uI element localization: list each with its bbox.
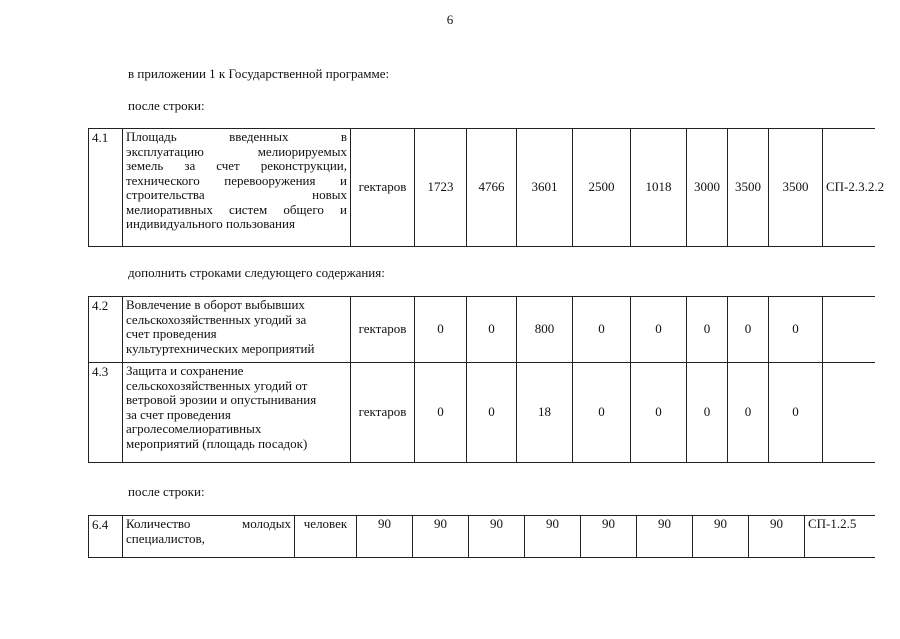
value-cell: 90 bbox=[413, 516, 469, 558]
value-cell: 1018 bbox=[631, 129, 687, 247]
value-cell: 0 bbox=[687, 363, 728, 463]
value-cell: 18 bbox=[517, 363, 573, 463]
description-line: эксплуатацию мелиорируемых bbox=[126, 143, 347, 159]
description-line: мелиоративных систем общего и bbox=[126, 201, 347, 217]
value-cell: 0 bbox=[631, 297, 687, 363]
description-line: за счет проведения bbox=[126, 406, 231, 422]
paragraph-after-row-2: после строки: bbox=[128, 484, 205, 499]
value-cell: 1723 bbox=[415, 129, 467, 247]
value-cell: 0 bbox=[728, 297, 769, 363]
value-cell: 90 bbox=[693, 516, 749, 558]
value-cell: 0 bbox=[415, 363, 467, 463]
description-line: Вовлечение в оборот выбывших bbox=[126, 297, 305, 312]
value-cell: 90 bbox=[357, 516, 413, 558]
value-cell: 4766 bbox=[467, 129, 517, 247]
value-cell: 0 bbox=[415, 297, 467, 363]
value-cell: 0 bbox=[631, 363, 687, 463]
description-line: мероприятий (площадь посадок) bbox=[126, 435, 308, 451]
value-cell: 0 bbox=[467, 363, 517, 463]
code-cell bbox=[823, 363, 875, 463]
value-cell: 800 bbox=[517, 297, 573, 363]
paragraph-appendix-intro: в приложении 1 к Государственной программе: bbox=[128, 66, 390, 81]
description-line: культуртехнических мероприятий bbox=[126, 340, 315, 356]
table-row bbox=[89, 363, 875, 463]
row-description bbox=[123, 297, 351, 363]
description-line: земель за счет реконструкции, bbox=[126, 158, 347, 173]
unit-cell: гектаров bbox=[351, 129, 415, 247]
paragraph-add-rows: дополнить строками следующего содержания: bbox=[128, 265, 385, 280]
value-cell: 0 bbox=[573, 363, 631, 463]
description-line: технического перевооружения и bbox=[126, 172, 347, 188]
row-number: 4.1 bbox=[89, 129, 123, 247]
row-number: 4.3 bbox=[89, 363, 123, 463]
table-row-6-4 bbox=[88, 515, 875, 558]
table-rows-4-2-4-3 bbox=[88, 296, 875, 463]
description-line: счет проведения bbox=[126, 326, 217, 341]
unit-cell: гектаров bbox=[351, 363, 415, 463]
value-cell: 90 bbox=[525, 516, 581, 558]
row-description bbox=[123, 516, 295, 558]
table-row-4-1 bbox=[88, 128, 885, 247]
value-cell: 3500 bbox=[728, 129, 769, 247]
value-cell: 0 bbox=[687, 297, 728, 363]
value-cell: 0 bbox=[573, 297, 631, 363]
description-line: сельскохозяйственных угодий от bbox=[126, 377, 308, 393]
description-line: ветровой эрозии и опустынивания bbox=[126, 392, 317, 407]
paragraph-after-row-1: после строки: bbox=[128, 98, 205, 113]
table-row bbox=[89, 129, 875, 247]
unit-cell: гектаров bbox=[351, 297, 415, 363]
value-cell: 90 bbox=[637, 516, 693, 558]
value-cell: 2500 bbox=[573, 129, 631, 247]
value-cell: 3000 bbox=[687, 129, 728, 247]
value-cell: 90 bbox=[749, 516, 805, 558]
description-line: Площадь введенных в bbox=[126, 129, 347, 144]
code-cell: СП-2.3.2.2 bbox=[823, 129, 875, 247]
value-cell: 90 bbox=[581, 516, 637, 558]
value-cell: 3500 bbox=[769, 129, 823, 247]
row-number: 6.4 bbox=[89, 516, 123, 558]
value-cell: 0 bbox=[769, 297, 823, 363]
description-line: специалистов, bbox=[126, 530, 205, 546]
page-number: 6 bbox=[446, 12, 454, 27]
description-line: Количество молодых bbox=[126, 516, 291, 531]
value-cell: 0 bbox=[467, 297, 517, 363]
value-cell: 0 bbox=[769, 363, 823, 463]
description-line: строительства новых bbox=[126, 187, 347, 202]
row-number: 4.2 bbox=[89, 297, 123, 363]
code-cell bbox=[823, 297, 875, 363]
code-cell: СП-1.2.5 bbox=[805, 516, 875, 558]
description-line: индивидуального пользования bbox=[126, 216, 295, 231]
row-description bbox=[123, 129, 351, 247]
table-row bbox=[89, 516, 875, 558]
value-cell: 3601 bbox=[517, 129, 573, 247]
description-line: агролесомелиоративных bbox=[126, 421, 262, 436]
value-cell: 0 bbox=[728, 363, 769, 463]
unit-cell: человек bbox=[295, 516, 357, 558]
row-description bbox=[123, 363, 351, 463]
value-cell: 90 bbox=[469, 516, 525, 558]
description-line: сельскохозяйственных угодий за bbox=[126, 311, 307, 327]
description-line: Защита и сохранение bbox=[126, 363, 244, 378]
table-row bbox=[89, 297, 875, 363]
